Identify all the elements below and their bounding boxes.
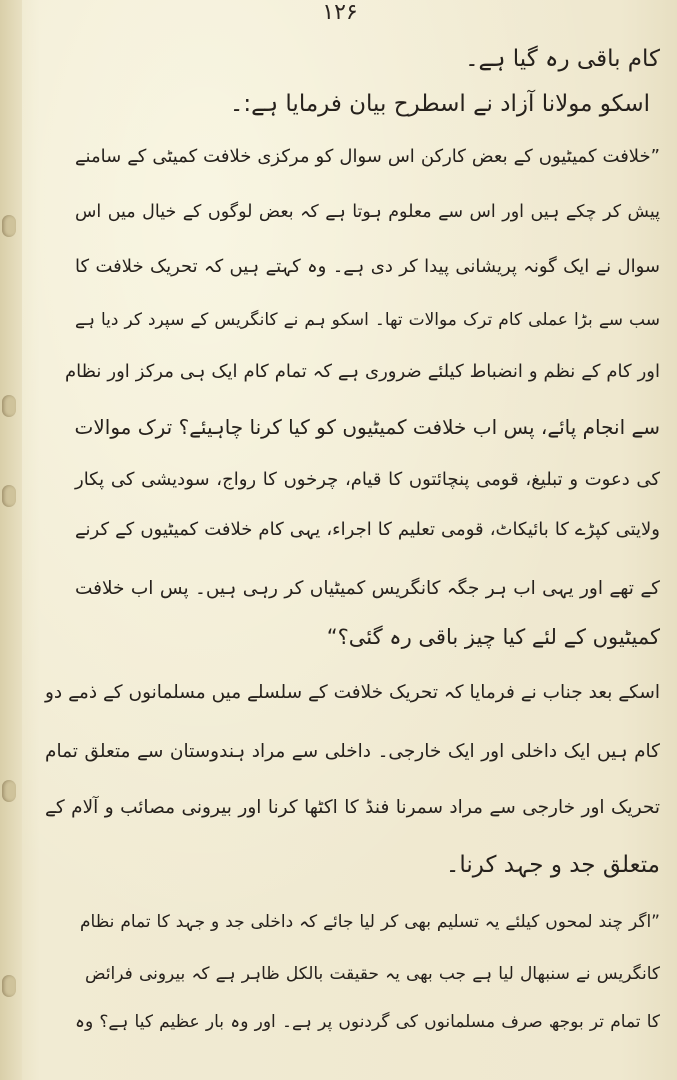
text-line: کام باقی رہ گیا ہے۔ — [465, 46, 660, 72]
text-line: کام ہیں ایک داخلی اور ایک خارجی۔ داخلی سے مراد ہندوستان سے متعلق تمام — [45, 741, 660, 762]
quote-line: اور کام کے نظم و انضباط کیلئے ضروری ہے کہ تمام کام ایک ہی مرکز اور نظام — [65, 361, 660, 382]
quote-line: کے تھے اور یہی اب ہر جگہ کانگریس کمیٹیاں کر رہی ہیں۔ پس اب خلافت — [75, 578, 660, 599]
quote-line: کانگریس نے سنبھال لیا ہے جب بھی یہ حقیقت بالکل ظاہر ہے کہ بیرونی فرائض — [85, 964, 660, 984]
page-number: ۱۲۶ — [322, 0, 358, 25]
binding-hole — [2, 215, 16, 237]
quote-line: کی دعوت و تبلیغ، قومی پنچائتوں کا قیام، چرخوں کا رواج، سودیشی کی پکار — [75, 469, 660, 490]
quote-line: ”اگر چند لمحوں کیلئے یہ تسلیم بھی کر لیا جائے کہ داخلی جد و جہد کا تمام نظام — [80, 912, 660, 932]
binding-hole — [2, 395, 16, 417]
quote-line: کمیٹیوں کے لئے کیا چیز باقی رہ گئی؟“ — [326, 625, 660, 649]
binding-hole — [2, 780, 16, 802]
binding-hole — [2, 975, 16, 997]
quote-line: سے انجام پائے، پس اب خلافت کمیٹیوں کو کیا کرنا چاہیئے؟ ترک موالات — [74, 415, 660, 439]
quote-line: سب سے بڑا عملی کام ترک موالات تھا۔ اسکو ہم نے کانگریس کے سپرد کر دیا ہے — [75, 310, 660, 330]
quote-line: کا تمام تر بوجھ صرف مسلمانوں کی گردنوں پر ہے۔ اور وہ بار عظیم کیا ہے؟ وہ — [75, 1012, 660, 1032]
text-line: اسکو مولانا آزاد نے اسطرح بیان فرمایا ہے:۔ — [229, 91, 650, 117]
quote-line: ”خلافت کمیٹیوں کے بعض کارکن اس سوال کو مرکزی خلافت کمیٹی کے سامنے — [75, 146, 660, 167]
page-text — [45, 0, 660, 1080]
quote-line: ولایتی کپڑے کا بائیکاٹ، قومی تعلیم کا اجراء، یہی کام خلافت کمیٹیوں کے کرنے — [75, 519, 660, 540]
quote-line: سوال نے ایک گونہ پریشانی پیدا کر دی ہے۔ وہ کہتے ہیں کہ تحریک خلافت کا — [75, 256, 660, 277]
quote-line: پیش کر چکے ہیں اور اس سے معلوم ہوتا ہے کہ بعض لوگوں کے خیال میں اس — [75, 202, 660, 222]
text-line: تحریک اور خارجی سے مراد سمرنا فنڈ کا اکٹھا کرنا اور بیرونی مصائب و آلام کے — [45, 797, 660, 818]
text-line: اسکے بعد جناب نے فرمایا کہ تحریک خلافت کے سلسلے میں مسلمانوں کے ذمے دو — [45, 682, 660, 703]
text-line: متعلق جد و جہد کرنا۔ — [445, 852, 660, 878]
binding-edge — [0, 0, 22, 1080]
binding-hole — [2, 485, 16, 507]
